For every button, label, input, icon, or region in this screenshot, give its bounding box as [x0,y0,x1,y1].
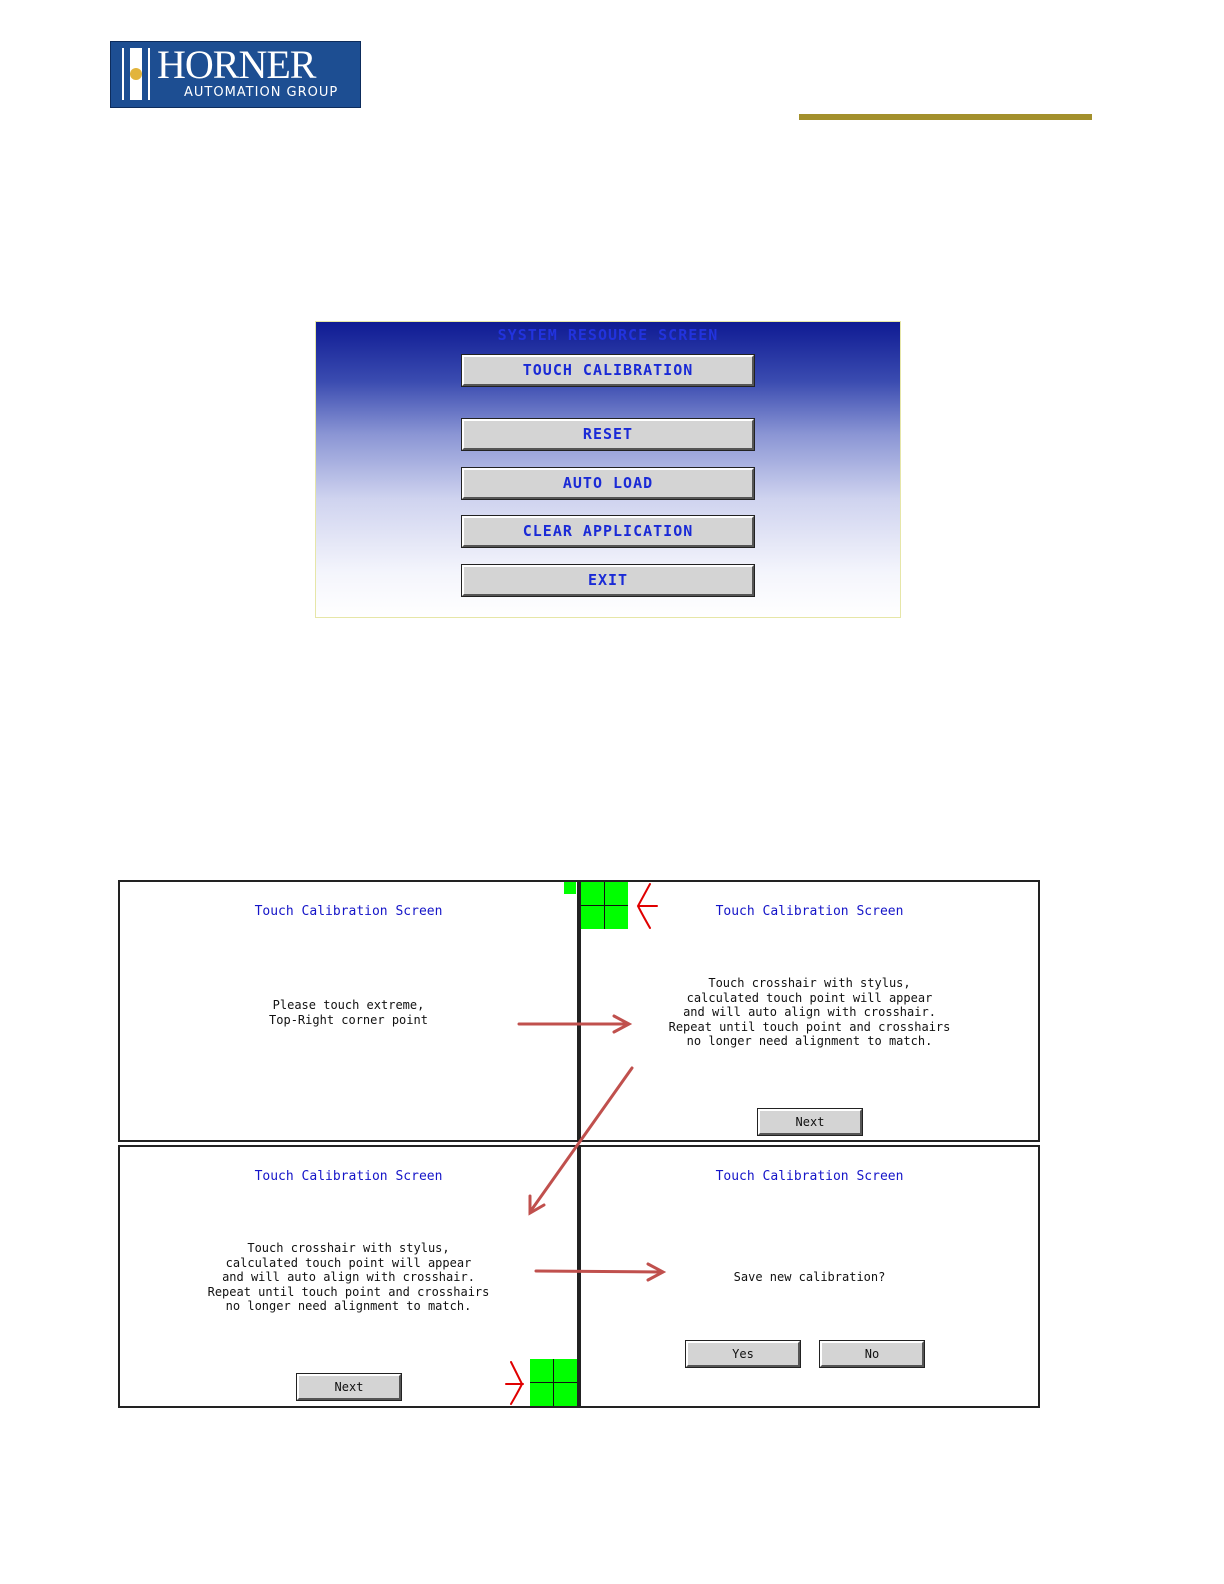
panel-message: Touch crosshair with stylus, calculated touch point will appear and will auto align with crosshair. Repeat until touch point and crosshairs no longer need alignment to match. [207,1241,490,1313]
header-rule [799,114,1092,120]
panel-title: Touch Calibration Screen [254,904,443,919]
panel-message: Touch crosshair with stylus, calculated touch point will appear and will auto align with crosshair. Repeat until touch point and crosshairs no longer need alignment to match. [668,976,951,1048]
horner-logo [110,41,361,108]
calibration-panel-save [579,1145,1040,1408]
crosshair-bottom-right-icon[interactable] [530,1359,577,1406]
auto-load-button[interactable]: AUTO LOAD [462,468,754,499]
calibration-panel-align-top [579,880,1040,1142]
yes-button[interactable]: Yes [686,1341,800,1367]
touch-calibration-button[interactable]: TOUCH CALIBRATION [462,355,754,386]
calibration-panel-prompt [118,880,579,1142]
logo-wordmark: HORNER [157,42,316,87]
system-menu-screen [315,321,901,618]
panel-message: Save new calibration? [733,1270,886,1284]
crosshair-top-right-icon[interactable] [581,882,628,929]
panel-title: Touch Calibration Screen [715,904,904,919]
calibration-sequence [118,880,1040,1408]
panel-title: Touch Calibration Screen [254,1169,443,1184]
exit-button[interactable]: EXIT [462,565,754,596]
calibration-panel-align-bottom [118,1145,579,1408]
reset-button[interactable]: RESET [462,419,754,450]
logo-tagline: AUTOMATION GROUP [184,85,339,100]
corner-target-icon[interactable] [564,882,576,894]
logo-mark-icon [122,48,150,100]
panel-message: Please touch extreme, Top-Right corner point [269,998,428,1027]
clear-application-button[interactable]: CLEAR APPLICATION [462,516,754,547]
panel-title: Touch Calibration Screen [715,1169,904,1184]
system-menu-title: SYSTEM RESOURCE SCREEN [497,326,719,344]
next-button[interactable]: Next [758,1109,862,1135]
next-button[interactable]: Next [297,1374,401,1400]
no-button[interactable]: No [820,1341,924,1367]
